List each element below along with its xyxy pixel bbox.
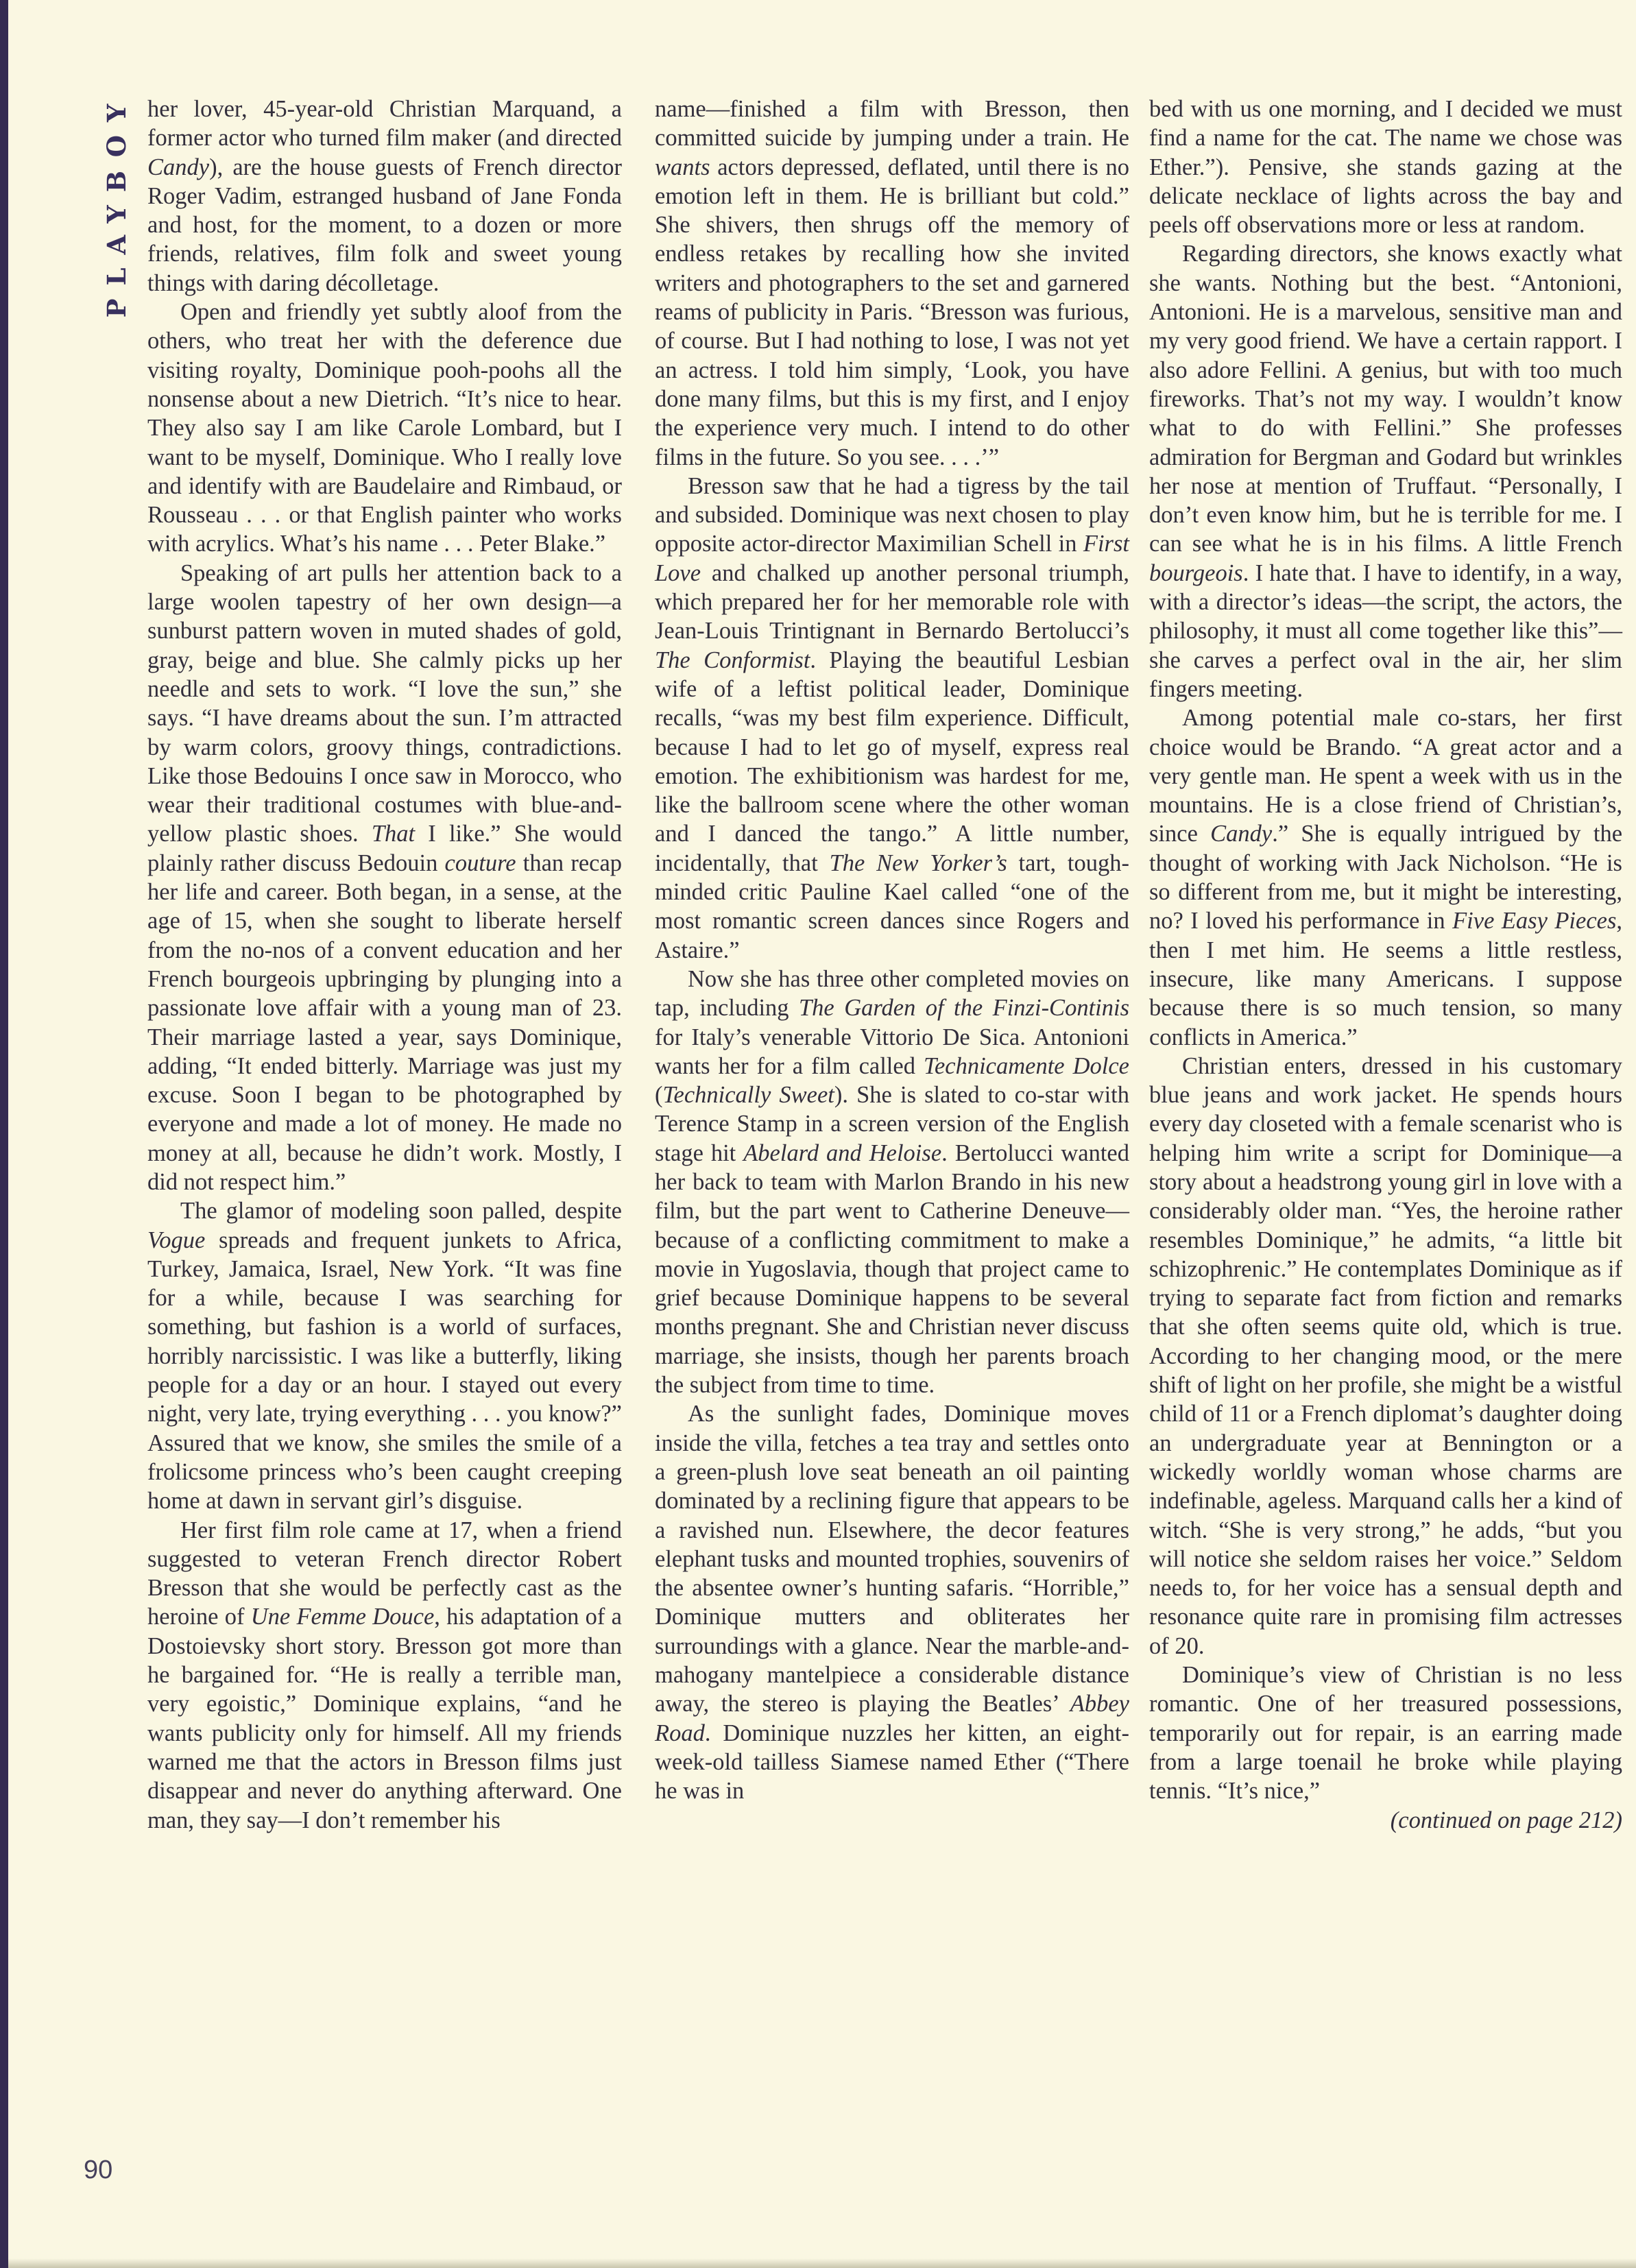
paragraph: Regarding directors, she knows exactly what she wants. Nothing but the best. “Antonioni, Antonioni. He is a marvelous, sensitive man and my very good friend. We have a certain rapport. I also adore Fellini. A genius, but with too much fireworks. That’s not my way. I wouldn’t know what to do with Fellini.” She professes admiration for Bergman and Godard but wrinkles her nose at mention of Truffaut. “Personally, I don’t even know him, but he is terrible for me. I can see what he is in his films. A little French bourgeois. I hate that. I have to identify, in a way, with a director’s ideas—the script, the actors, the philosophy, it must all come together like this”—she carves a perfect oval in the air, her slim fingers meeting.: [1149, 241, 1622, 702]
paragraph: Christian enters, dressed in his customary blue jeans and work jacket. He spends hours every day closeted with a female scenarist who is helping him write a script for Dominique—a story about a headstrong young girl in love with a considerably older man. “Yes, the heroine rather resembles Dominique,” he admits, “a little bit schizophrenic.” He contemplates Dominique as if trying to separate fact from fiction and remarks that she often seems quite old, which is true. According to her changing mood, or the mere shift of light on her profile, she might be a wistful child of 11 or a French diplomat’s daughter doing an undergraduate year at Bennington or a wickedly worldly woman whose charms are indefinable, ageless. Marquand calls her a kind of witch. “She is very strong,” he adds, “but you will notice she seldom raises her voice.” Seldom needs to, for her voice has a sensual depth and resonance quite rare in promising film actresses of 20.: [1149, 1052, 1622, 1659]
paragraph: Open and friendly yet subtly aloof from the others, who treat her with the deference due visiting royalty, Dominique pooh-poohs all the nonsense about a new Dietrich. “It’s nice to hear. They also say I am like Carole Lombard, but I want to be myself, Dominique. Who I really love and identify with are Baudelaire and Rimbaud, or Rousseau . . . or that English painter who works with acrylics. What’s his name . . . Peter Blake.”: [147, 299, 622, 557]
paragraph: Speaking of art pulls her attention back to a large woolen tapestry of her own design—a sunburst pattern woven in muted shades of gold, gray, beige and blue. She calmly picks up her needle and sets to work. “I love the sun,” she says. “I have dreams about the sun. I’m attracted by warm colors, groovy things, contradictions. Like those Bedouins I once saw in Morocco, who wear their traditional costumes with blue-and-yellow plastic shoes. That I like.” She would plainly rather discuss Bedouin couture than recap her life and career. Both began, in a sense, at the age of 15, when she sought to liberate herself from the no-nos of a convent education and her French bourgeois upbringing by plunging into a passionate love affair with a young man of 23. Their marriage lasted a year, says Dominique, adding, “It ended bitterly. Marriage was just my excuse. Soon I began to be photographed by everyone and made a lot of money. He made no money at all, because he didn’t work. Mostly, I did not respect him.”: [147, 559, 623, 1195]
text-column-3: [1149, 95, 1622, 1835]
paragraph: Among potential male co-stars, her first choice would be Brando. “A great actor and a very gentle man. He spent a week with us in the mountains. He is a close friend of Christian’s, since Candy.” She is equally intrigued by the thought of working with Jack Nicholson. “He is so different from me, but it might be interesting, no? I loved his performance in Five Easy Pieces, then I met him. He seems a little restless, insecure, like many Americans. I suppose because there is so much tension, so many conflicts in America.”: [1149, 705, 1623, 1050]
paragraph: As the sunlight fades, Dominique moves inside the villa, fetches a tea tray and settles onto a green-plush love seat beneath an oil painting dominated by a reclining figure that appears to be a ravished nun. Elsewhere, the decor features elephant tusks and mounted trophies, souvenirs of the absentee owner’s hunting safaris. “Horrible,” Dominique mutters and obliterates her surroundings with a glance. Near the marble-and-mahogany mantelpiece a considerable distance away, the stereo is playing the Beatles’ Abbey Road. Dominique nuzzles her kitten, an eight-week-old tailless Siamese named Ether (“There he was in: [655, 1401, 1129, 1805]
column-3-paragraphs: [1149, 95, 1622, 1806]
continued-note: (continued on page 212): [1390, 1807, 1622, 1833]
paragraph: Dominique’s view of Christian is no less romantic. One of her treasured possessions, temporarily out for repair, is an earring made from a large toenail he broke while playing tennis. “It’s nice,”: [1149, 1662, 1622, 1805]
text-column-1: [147, 95, 622, 1835]
page-bottom-shadow: [0, 2258, 1636, 2268]
paragraph: name—finished a film with Bresson, then committed suicide by jumping under a train. He wants actors depressed, deflated, until there is no emotion left in them. He is brilliant but cold.” She shivers, then shrugs off the memory of endless retakes by recalling how she invited writers and photographers to the set and garnered reams of publicity in Paris. “Bresson was furious, of course. But I had nothing to lose, I was not yet an actress. I told him simply, ‘Look, you have done many films, but this is my first, and I enjoy the experience very much. I intend to do other films in the future. So you see. . . .’”: [655, 96, 1129, 470]
paragraph: Bresson saw that he had a tigress by the tail and subsided. Dominique was next chosen to play opposite actor-director Maximilian Schell in First Love and chalked up another personal triumph, which prepared her for her memorable role with Jean-Louis Trintignant in Bernardo Bertolucci’s The Conformist. Playing the beautiful Lesbian wife of a leftist political leader, Dominique recalls, “was my best film experience. Difficult, because I had to let go of myself, express real emotion. The exhibitionism was hardest for me, like the ballroom scene where the other woman and I danced the tango.” A little number, incidentally, that The New Yorker’s tart, tough-minded critic Pauline Kael called “one of the most romantic screen dances since Rogers and Astaire.”: [655, 472, 1130, 963]
paragraph: The glamor of modeling soon palled, despite Vogue spreads and frequent junkets to Africa, Turkey, Jamaica, Israel, New York. “It was fine for a while, because I was searching for something, but fashion is a world of surfaces, horribly narcissistic. I was like a butterfly, liking people for a day or an hour. I stayed out every night, very late, trying everything . . . you know?” Assured that we know, she smiles the smile of a frolicsome princess who’s been caught creeping home at dawn in servant girl’s disguise.: [147, 1198, 622, 1515]
page-number: 90: [84, 2156, 113, 2184]
paragraph: her lover, 45-year-old Christian Marquand, a former actor who turned film maker (and directed Candy), are the house guests of French director Roger Vadim, estranged husband of Jane Fonda and host, for the moment, to a dozen or more friends, relatives, film folk and sweet young things with daring décolletage.: [147, 96, 622, 296]
paragraph: bed with us one morning, and I decided we must find a name for the cat. The name we chose was Ether.”). Pensive, she stands gazing at the delicate necklace of lights across the bay and peels off observations more or less at random.: [1149, 96, 1622, 239]
paragraph: Now she has three other completed movies on tap, including The Garden of the Finzi-Continis for Italy’s venerable Vittorio De Sica. Antonioni wants her for a film called Technicamente Dolce (Technically Sweet). She is slated to co-star with Terence Stamp in a screen version of the English stage hit Abelard and Heloise. Bertolucci wanted her back to team with Marlon Brando in his new film, but the part went to Catherine Deneuve—because of a conflicting commitment to make a movie in Yugoslavia, though that project came to grief because Dominique happens to be several months pregnant. She and Christian never discuss marriage, she insists, though her parents broach the subject from time to time.: [655, 965, 1130, 1399]
column-1-paragraphs: [147, 95, 622, 1835]
playboy-vertical-label: PLAYBOY: [101, 91, 132, 318]
page-binding-edge: [0, 0, 8, 2268]
column-2-paragraphs: [655, 95, 1129, 1806]
text-column-2: [655, 95, 1129, 1806]
paragraph: Her first film role came at 17, when a friend suggested to veteran French director Robert Bresson that she would be perfectly cast as the heroine of Une Femme Douce, his adaptation of a Dostoievsky short story. Bresson got more than he bargained for. “He is really a terrible man, very egoistic,” Dominique explains, “and he wants publicity only for himself. All my friends warned me that the actors in Bresson films just disappear and never do anything afterward. One man, they say—I don’t remember his: [147, 1517, 622, 1833]
